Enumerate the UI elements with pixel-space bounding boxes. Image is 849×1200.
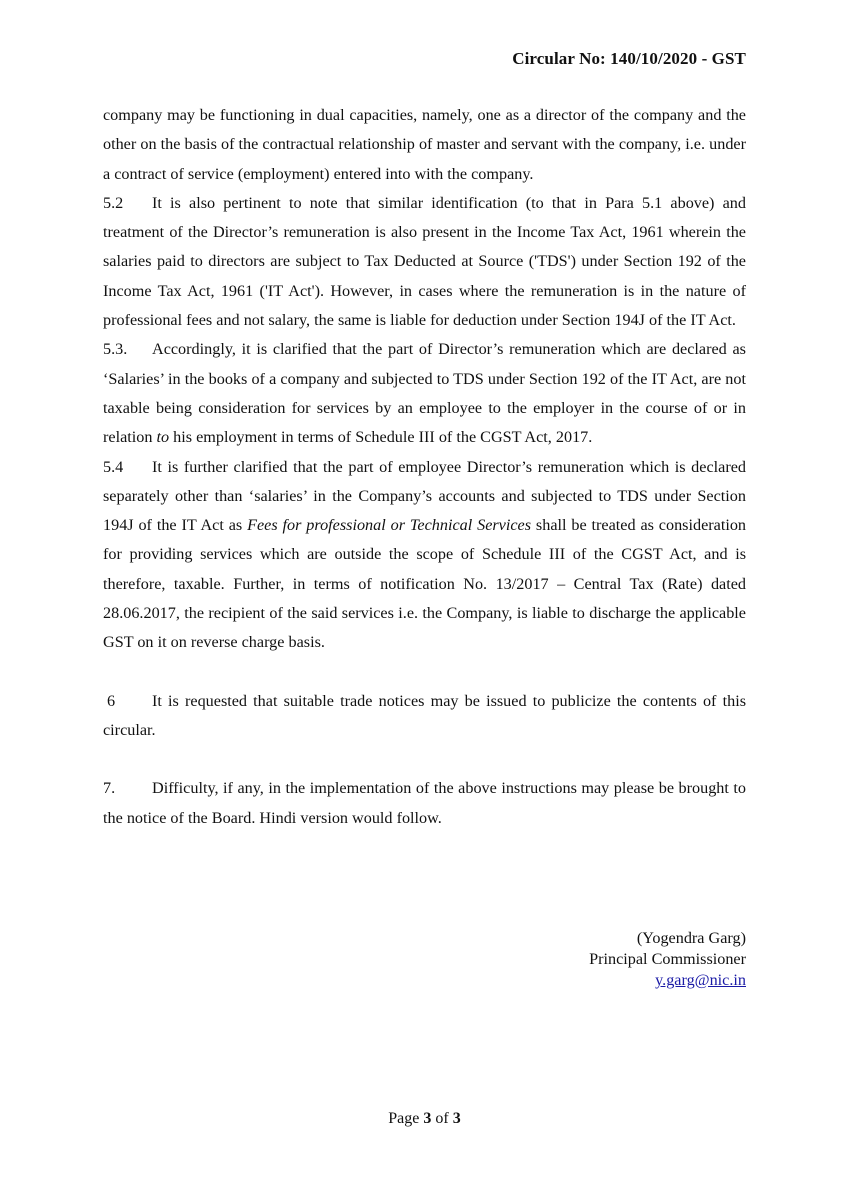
paragraph-italic-text: Fees for professional or Technical Services xyxy=(247,516,532,535)
spacer xyxy=(103,658,746,687)
paragraph-text: It is also pertinent to note that similar identification (to that in Para 5.1 above) and treatment of the Director’s remuneration is also present in the Income Tax Act, 1961 wherein the salaries paid to directors are subject to Tax Deducted at Source ('TDS') under Section 192 of the Income Tax Act, 1961 ('IT Act'). However, in cases where the remuneration is in the nature of professional fees and not salary, the same is liable for deduction under Section 194J of the IT Act. xyxy=(103,193,746,330)
paragraph-5-3 xyxy=(103,335,746,452)
paragraph-5-2 xyxy=(103,189,746,335)
paragraph-text: It is requested that suitable trade notices may be issued to publicize the contents of this circular. xyxy=(103,691,746,739)
paragraph-number: 5.3. xyxy=(103,340,128,359)
paragraph-text: shall be treated as consideration for providing services which are outside the scope of Schedule III of the CGST Act, and is therefore, taxable. Further, in terms of notification No. 13/2017 – Central Tax (Rate) dated 28.06.2017, the recipient of the said services i.e. the Company, is liable to discharge the applicable GST on it on reverse charge basis. xyxy=(103,516,747,652)
page-of-label: of xyxy=(435,1110,449,1127)
paragraph-text: Difficulty, if any, in the implementation of the above instructions may please be brought to the notice of the Board. Hindi version would follow. xyxy=(103,779,746,827)
page-footer xyxy=(0,1110,849,1128)
paragraph-text: his employment in terms of Schedule III of the CGST Act, 2017. xyxy=(169,428,593,447)
signatory-name: (Yogendra Garg) xyxy=(636,929,746,947)
paragraph-7 xyxy=(103,774,746,833)
paragraph-text: Accordingly, it is clarified that the part of Director’s remuneration which are declared as ‘Salaries’ in the books of a company and subjected to TDS under Section 192 of the IT Act, are not taxable being consideration for services by an employee to the employer in the course of or in relation xyxy=(103,340,746,447)
circular-number-header: Circular No: 140/10/2020 - GST xyxy=(512,49,746,68)
paragraph-number: 7. xyxy=(103,779,116,798)
paragraph-5-4 xyxy=(103,453,746,658)
signatory-email-link[interactable]: y.garg@nic.in xyxy=(655,971,746,989)
paragraph-number: 5.4 xyxy=(103,457,124,476)
paragraph-number: 5.2 xyxy=(103,193,124,212)
spacer xyxy=(103,745,746,774)
signatory-designation: Principal Commissioner xyxy=(589,950,746,968)
signature-block xyxy=(589,928,746,991)
paragraph-number: 6 xyxy=(107,691,116,710)
paragraph-italic-text: to xyxy=(156,428,170,447)
page-total-number: 3 xyxy=(452,1110,461,1127)
page-label: Page xyxy=(388,1110,420,1127)
page-current-number: 3 xyxy=(423,1110,432,1127)
paragraph-6 xyxy=(103,687,746,746)
paragraph-intro: company may be functioning in dual capacities, namely, one as a director of the company and the other on the basis of the contractual relationship of master and servant with the company, i.e. under a contract of service (employment) entered into with the company. xyxy=(103,106,746,183)
paragraph-text: It is further clarified that the part of employee Director’s remuneration which is declared separately other than ‘salaries’ in the Company’s accounts and subjected to TDS under Section 194J of the IT Act as xyxy=(103,457,746,535)
circular-body xyxy=(103,101,746,833)
